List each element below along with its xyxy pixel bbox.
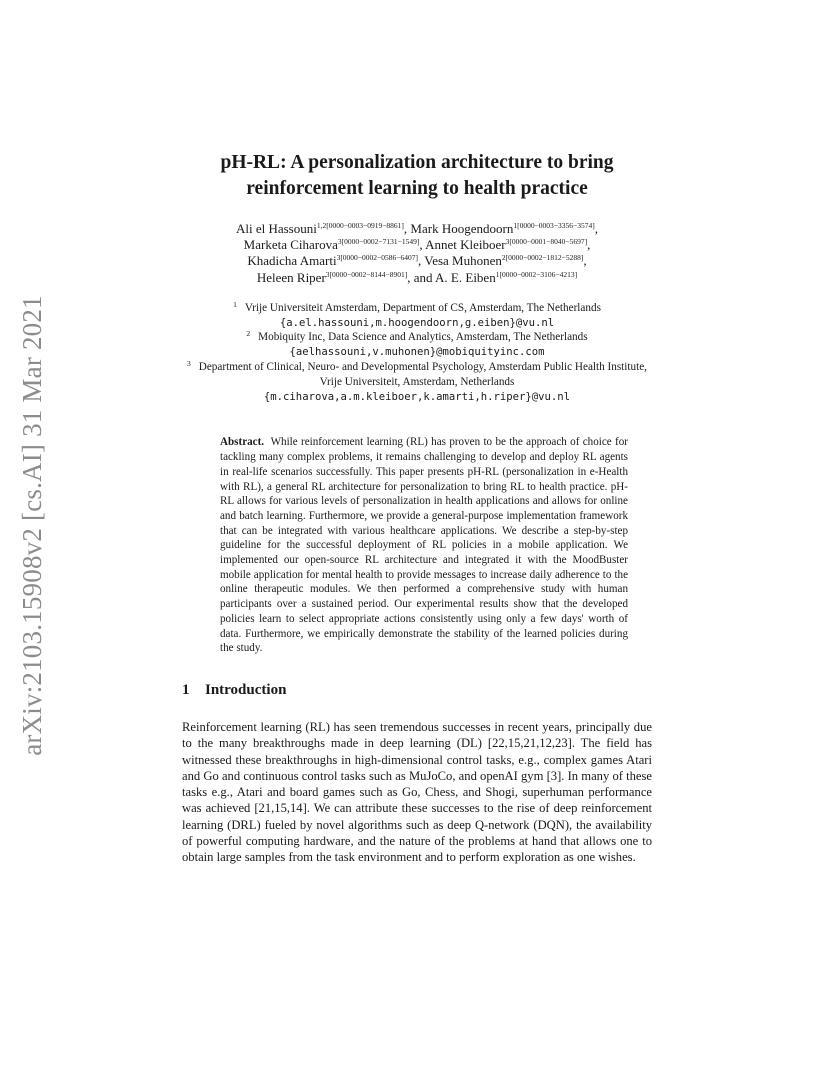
author-line: Khadicha Amarti$^{3[0000-0002-0586-6407]}$, Vesa Muhonen$^{2[0000-0002-1812-5288]}$, <box>247 253 587 269</box>
author-orcid: 3[0000−0002−8144−8901] <box>325 269 408 279</box>
affiliation-3 <box>182 360 652 390</box>
affiliation-number: 1 <box>233 299 237 309</box>
author-line: Heleen Riper$^{3[0000-0002-8144-8901]}$, and A. E. Eiben$^{1[0000-0002-3106-4213]}$ <box>256 269 578 285</box>
abstract-label: Abstract. <box>220 436 265 449</box>
title-line-1: pH-RL: A personalization architecture to bring <box>220 152 614 173</box>
affiliation-text: Vrije Universiteit Amsterdam, Department of CS, Amsterdam, The Netherlands <box>244 301 601 314</box>
affiliation-number: 2 <box>246 329 251 339</box>
author-orcid: 2[0000−0002−1812−5288] <box>501 253 584 263</box>
section-title: Introduction <box>205 681 287 698</box>
affiliation-text: Department of Clinical, Neuro- and Developmental Psychology, Amsterdam Public Health Institute, Vrije Universiteit, Amsterdam, Netherlands <box>198 361 647 388</box>
abstract <box>220 435 628 656</box>
author-line: Marketa Ciharova$^{3[0000-0002-7131-1549]}$, Annet Kleiboer$^{3[0000-0001-8040-5697]}$, <box>243 237 591 253</box>
author-orcid: 1[0000−0003−3356−3574] <box>513 221 595 230</box>
affiliation-email: {aelhassouni,v.muhonen}@mobiquityinc.com <box>289 346 545 359</box>
affiliation-1 <box>182 301 652 316</box>
section-number: 1 <box>182 681 190 698</box>
abstract-text: While reinforcement learning (RL) has proven to be the approach of choice for tackling many complex problems, it remains challenging to develop and deploy RL agents in real-life scenarios successfully. This paper presents pH-RL (personalization in e-Health with RL), a general RL architecture for personalization to bring RL to health practice. pH-RL allows for various levels of personalization in health applications and allows for online and batch learning. Furthermore, we provide a general-purpose implementation framework that can be integrated with various healthcare applications. We describe a step-by-step guideline for the successful deployment of RL policies in a mobile application. We implemented our open-source RL architecture and integrated it with the MoodBuster mobile application for mental health to provide messages to increase daily adherence to the online therapeutic modules. We then performed a comprehensive study with human participants over a sustained period. Our experimental results show that the developed policies learn to select appropriate actions consistently using only a few days' worth of data. Furthermore, we empirically demonstrate the stability of the learned policies during the study. <box>220 436 628 655</box>
arxiv-identifier-text: arXiv:2103.15908v2 [cs.AI] 31 Mar 2021 <box>16 294 47 756</box>
affiliation-number: 3 <box>187 359 191 368</box>
affiliation-email: {m.ciharova,a.m.kleiboer,k.amarti,h.riper}@vu.nl <box>263 390 571 403</box>
affiliation-text: Mobiquity Inc, Data Science and Analytics, Amsterdam, The Netherlands <box>258 331 588 344</box>
paper-first-page <box>182 150 652 878</box>
section-heading <box>182 681 652 699</box>
author-name: Annet Kleiboer <box>425 237 506 253</box>
author-orcid: 1,2[0000−0003−0919−8861] <box>316 221 404 230</box>
arxiv-identifier-stamp <box>12 294 52 756</box>
author-orcid: 3[0000−0001−8040−5697] <box>505 237 588 247</box>
author-line: Ali el Hassouni$^{1,2[0000-0003-0919-8861]}$, Mark Hoogendoorn$^{1[0000-0003-3356-3574]}$, <box>235 221 599 236</box>
author-name: Vesa Muhonen <box>424 253 502 269</box>
author-list <box>182 221 652 286</box>
author-name: Marketa Ciharova <box>243 237 338 253</box>
title-line-2: reinforcement learning to health practice <box>246 178 588 199</box>
author-name: Heleen Riper <box>256 269 326 285</box>
affiliation-list <box>182 301 652 405</box>
affiliation-2 <box>182 330 652 345</box>
author-name: Khadicha Amarti <box>247 253 337 269</box>
intro-paragraph: Reinforcement learning (RL) has seen tremendous successes in recent years, principally due to the many breakthroughs made in deep learning (DL) [22,15,21,12,23]. The field has witnessed these breakthroughs in high-dimensional control tasks, e.g., complex games Atari and Go and continuous control tasks such as MuJoCo, and openAI gym [3]. In many of these tasks e.g., Atari and board games such as Go, Chess, and Shogi, superhuman performance was achieved [21,15,14]. We can attribute these successes to the rise of deep reinforcement learning (DRL) fueled by novel algorithms such as deep Q-network (DQN), the availability of powerful computing hardware, and the nature of the problems at hand that allows one to obtain large samples from the task environment and to perform exploration as one wishes. <box>182 719 652 865</box>
author-name: Ali el Hassouni <box>235 221 317 236</box>
author-orcid: 1[0000−0002−3106−4213] <box>495 269 578 279</box>
affiliation-email: {a.el.hassouni,m.hoogendoorn,g.eiben}@vu.nl <box>279 316 555 329</box>
author-name: A. E. Eiben <box>435 269 496 285</box>
author-orcid: 3[0000−0002−7131−1549] <box>337 237 420 247</box>
paper-title <box>182 150 652 202</box>
author-orcid: 3[0000−0002−0586−6407] <box>336 253 418 263</box>
author-name: Mark Hoogendoorn <box>410 221 514 236</box>
